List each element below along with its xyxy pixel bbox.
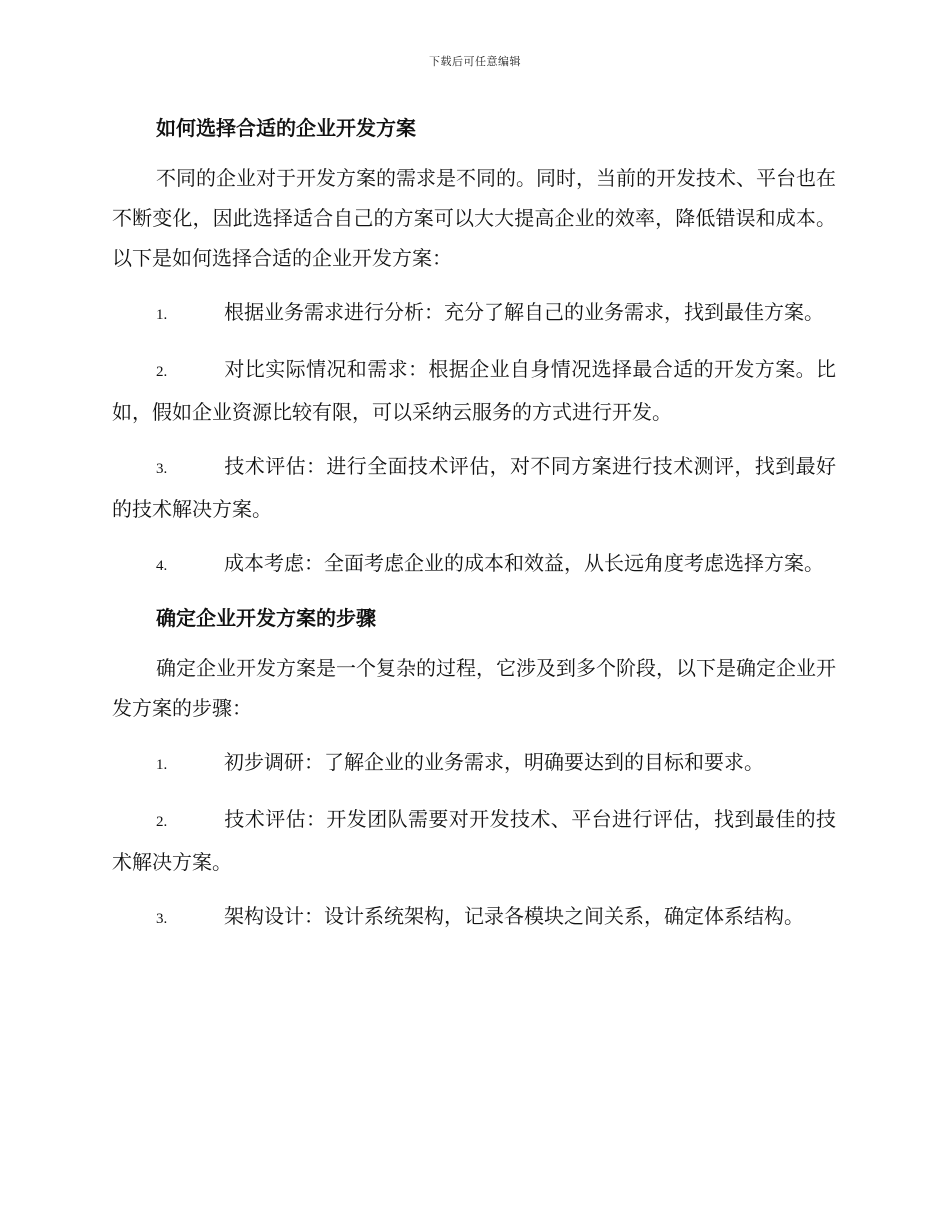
list-number: 4. (156, 558, 168, 574)
list-number: 3. (156, 911, 168, 927)
list-text: 初步调研：了解企业的业务需求，明确要达到的目标和要求。 (224, 750, 764, 774)
section1-item-2 (112, 349, 836, 432)
document-body (112, 110, 836, 939)
section1-intro: 不同的企业对于开发方案的需求是不同的。同时，当前的开发技术、平台也在不断变化，因此选择适合自己的方案可以大大提高企业的效率，降低错误和成本。以下是如何选择合适的企业开发方案： (112, 166, 836, 270)
header-note: 下载后可任意编辑 (429, 55, 521, 68)
section1-heading: 如何选择合适的企业开发方案 (156, 116, 416, 140)
section1-item-3 (112, 446, 836, 529)
section2-intro: 确定企业开发方案是一个复杂的过程，它涉及到多个阶段，以下是确定企业开发方案的步骤： (112, 656, 836, 720)
list-text: 对比实际情况和需求：根据企业自身情况选择最合适的开发方案。比如，假如企业资源比较有限，可以采纳云服务的方式进行开发。 (112, 357, 836, 424)
list-number: 2. (156, 364, 168, 380)
list-text: 技术评估：进行全面技术评估，对不同方案进行技术测评，找到最好的技术解决方案。 (112, 454, 836, 521)
section2-item-3 (112, 896, 836, 939)
section1-item-4 (112, 543, 836, 586)
list-number: 2. (156, 814, 168, 830)
list-text: 架构设计：设计系统架构，记录各模块之间关系，确定体系结构。 (224, 904, 804, 928)
list-text: 技术评估：开发团队需要对开发技术、平台进行评估，找到最佳的技术解决方案。 (112, 807, 836, 874)
section2-heading: 确定企业开发方案的步骤 (156, 606, 376, 630)
section1-item-1 (112, 292, 836, 335)
list-text: 根据业务需求进行分析：充分了解自己的业务需求，找到最佳方案。 (224, 300, 824, 324)
list-text: 成本考虑：全面考虑企业的成本和效益，从长远角度考虑选择方案。 (224, 551, 824, 575)
section2-item-2 (112, 799, 836, 882)
list-number: 1. (156, 307, 168, 323)
list-number: 3. (156, 461, 168, 477)
list-number: 1. (156, 757, 168, 773)
section2-item-1 (112, 742, 836, 785)
